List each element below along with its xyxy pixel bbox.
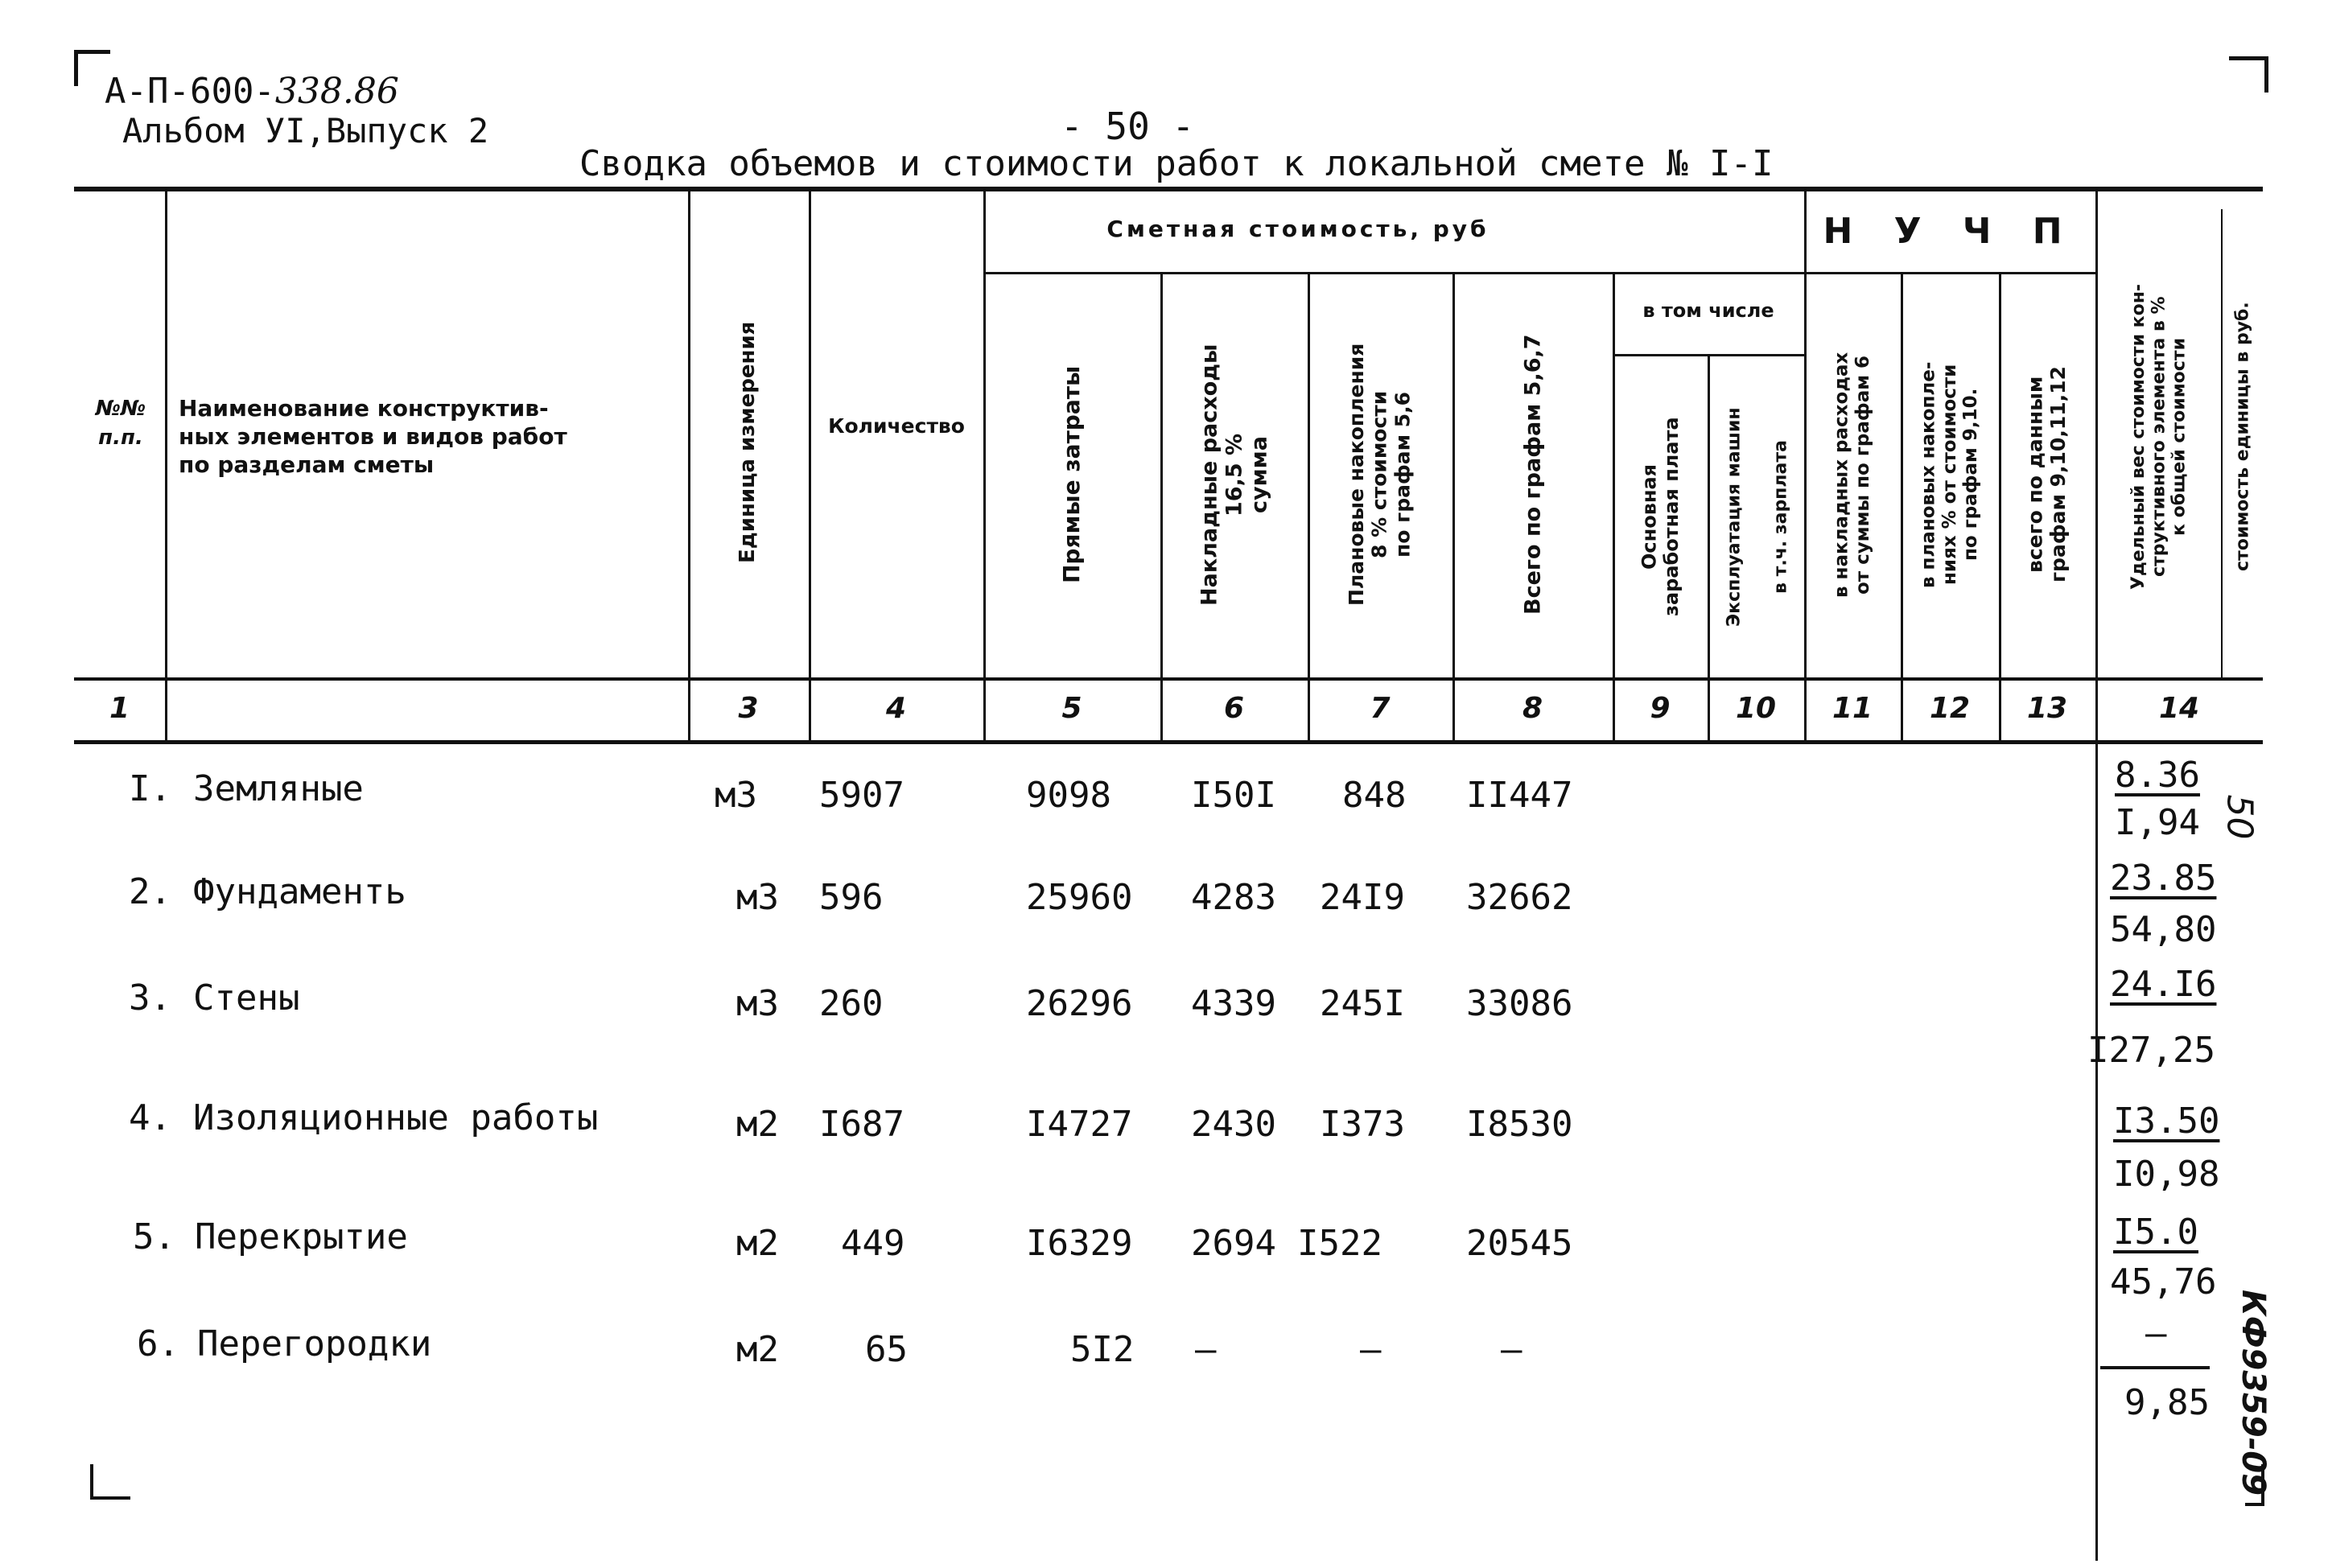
row-unit: м2 xyxy=(736,1104,779,1145)
row-total: 33086 xyxy=(1466,983,1573,1024)
row-total: II447 xyxy=(1466,775,1573,816)
row-overhead: 2694 xyxy=(1191,1223,1276,1264)
row-unit-cost: 54,80 xyxy=(2110,909,2217,950)
row-num: 3. xyxy=(129,977,171,1019)
row-total: 20545 xyxy=(1466,1223,1573,1264)
stamp-code: КФ9359-09 xyxy=(2235,1290,2272,1496)
header-nuchp-total: всего по данным графам 9,10,11,12 xyxy=(2023,366,2070,583)
row-name: Фундаменть xyxy=(193,871,406,912)
row-num: 4. xyxy=(129,1097,171,1138)
row-direct: 9098 xyxy=(1026,775,1111,816)
colnum-6: 6 xyxy=(1223,692,1245,725)
row-direct: 5I2 xyxy=(1070,1329,1135,1370)
row-direct: I6329 xyxy=(1026,1223,1133,1264)
row-name: Перекрытие xyxy=(195,1216,408,1257)
header-cost-group: Сметная стоимость, руб xyxy=(1106,216,1490,242)
stamp-bracket xyxy=(2245,1464,2264,1506)
header-machines: Эксплуатация машин xyxy=(1724,407,1745,627)
row-num: 6. xyxy=(137,1323,179,1364)
doc-code xyxy=(105,71,399,112)
header-num: №№ п.п. xyxy=(95,397,146,451)
row-planned: 848 xyxy=(1342,775,1407,816)
row-share: 24.I6 xyxy=(2110,964,2217,1005)
row-direct: 25960 xyxy=(1026,877,1133,918)
header-nuchp-group: Н У Ч П xyxy=(1823,211,2077,252)
row-unit-cost: 45,76 xyxy=(2110,1261,2217,1303)
col-line-4 xyxy=(983,189,986,744)
row-overhead: – xyxy=(1195,1329,1217,1370)
header-name: Наименование конструктив- ных элементов и видов работ по разделам сметы xyxy=(179,395,567,478)
corner-mark-bottom-left xyxy=(90,1464,130,1500)
row-qty: 260 xyxy=(819,983,884,1024)
header-overhead: Накладные расходы 16,5 % сумма xyxy=(1197,344,1272,606)
row-qty: I687 xyxy=(819,1104,904,1145)
col-line-8 xyxy=(1613,272,1615,744)
row-total: I8530 xyxy=(1466,1104,1573,1145)
row-unit: м3 xyxy=(715,775,757,816)
doc-code-suffix: 338.86 xyxy=(274,71,399,112)
header-machines-wage: в т.ч. зарплата xyxy=(1770,440,1791,594)
row-unit-cost: I0,98 xyxy=(2113,1154,2220,1195)
row-total: – xyxy=(1501,1329,1522,1370)
row-qty: 65 xyxy=(865,1329,908,1370)
row-share: I5.0 xyxy=(2113,1212,2198,1253)
row-share-underline xyxy=(2100,1366,2210,1369)
header-unit: Единица измерения xyxy=(735,321,760,564)
col-line-5 xyxy=(1160,272,1163,744)
header-total: Всего по графам 5,6,7 xyxy=(1520,334,1546,615)
header-specific: Удельный вес стоимости кон- структивного элемента в % к общей стоимости xyxy=(2128,283,2190,590)
row-planned: – xyxy=(1360,1329,1382,1370)
header-nuchp-planned: в плановых накопле- ниях % от стоимости по графам 9,10. xyxy=(1918,361,1982,588)
row-direct: I4727 xyxy=(1026,1104,1133,1145)
colnum-1: 1 xyxy=(109,692,130,725)
row-unit: м2 xyxy=(736,1329,779,1370)
table-top-border xyxy=(74,187,2263,191)
header-bottom-line xyxy=(74,677,2263,681)
page-mark-side: 50 xyxy=(2219,794,2260,840)
row-num: I. xyxy=(129,768,171,809)
header-unit-cost: стоимость единицы в руб. xyxy=(2232,302,2253,571)
colnum-14: 14 xyxy=(2158,692,2200,725)
row-unit-cost: I,94 xyxy=(2115,802,2200,843)
row-overhead: 4283 xyxy=(1191,877,1276,918)
album-label: Альбом УI,Выпуск 2 xyxy=(122,111,489,150)
row-unit: м2 xyxy=(736,1223,779,1264)
col-line-2 xyxy=(688,189,690,744)
row-share: 23.85 xyxy=(2110,858,2217,899)
colnum-9: 9 xyxy=(1650,692,1671,725)
row-name: Стены xyxy=(193,977,300,1019)
colnum-4: 4 xyxy=(885,692,907,725)
row-qty: 449 xyxy=(841,1223,905,1264)
colnum-12: 12 xyxy=(1929,692,1971,725)
row-total: 32662 xyxy=(1466,877,1573,918)
header-direct: Прямые затраты xyxy=(1057,365,1085,584)
header-nuchp-overhead: в накладных расходах от суммы по графам 6 xyxy=(1831,352,1873,598)
row-num: 5. xyxy=(133,1216,175,1257)
row-num: 2. xyxy=(129,871,171,912)
colnum-bottom-line xyxy=(74,740,2263,744)
colnum-5: 5 xyxy=(1061,692,1082,725)
page-number: - 50 - xyxy=(1061,105,1195,148)
colnum-3: 3 xyxy=(738,692,759,725)
nuchp-subheader-line xyxy=(1804,272,2095,274)
colnum-7: 7 xyxy=(1370,692,1391,725)
corner-mark-top-right xyxy=(2229,56,2268,93)
row-unit-cost: I27,25 xyxy=(2087,1030,2215,1071)
colnum-11: 11 xyxy=(1831,692,1873,725)
colnum-8: 8 xyxy=(1522,692,1543,725)
row-unit: м3 xyxy=(736,983,779,1024)
col-line-13 xyxy=(2095,189,2098,1561)
doc-code-prefix: А-П-600- xyxy=(105,71,275,112)
col-line-7 xyxy=(1452,272,1455,744)
header-planned: Плановые накопления 8 % стоимости по графам 5,6 xyxy=(1344,343,1415,607)
row-overhead: I50I xyxy=(1191,775,1276,816)
row-name: Перегородки xyxy=(197,1323,432,1364)
row-planned: I373 xyxy=(1320,1104,1405,1145)
row-planned: I522 xyxy=(1297,1223,1382,1264)
row-share: I3.50 xyxy=(2113,1101,2220,1142)
row-qty: 5907 xyxy=(819,775,904,816)
header-wage: Основная заработная плата xyxy=(1638,417,1683,617)
row-unit: м3 xyxy=(736,877,779,918)
row-overhead: 4339 xyxy=(1191,983,1276,1024)
row-share: – xyxy=(2145,1313,2167,1354)
row-name: Земляные xyxy=(193,768,364,809)
row-name: Изоляционные работы xyxy=(193,1097,599,1138)
row-overhead: 2430 xyxy=(1191,1104,1276,1145)
col-line-1 xyxy=(165,189,167,744)
col-line-3 xyxy=(809,189,811,744)
header-incl: в том числе xyxy=(1642,299,1774,322)
row-planned: 24I9 xyxy=(1320,877,1405,918)
colnum-10: 10 xyxy=(1735,692,1777,725)
row-qty: 596 xyxy=(819,877,884,918)
row-direct: 26296 xyxy=(1026,983,1133,1024)
row-unit-cost: 9,85 xyxy=(2124,1382,2210,1423)
colnum-13: 13 xyxy=(2026,692,2068,725)
row-share: 8.36 xyxy=(2115,755,2200,796)
col-line-14 xyxy=(2221,209,2223,677)
row-planned: 245I xyxy=(1320,983,1405,1024)
col-line-6 xyxy=(1308,272,1310,744)
page-title: Сводка объемов и стоимости работ к локальной смете № I-I xyxy=(579,143,1774,184)
header-qty: Количество xyxy=(828,414,965,438)
